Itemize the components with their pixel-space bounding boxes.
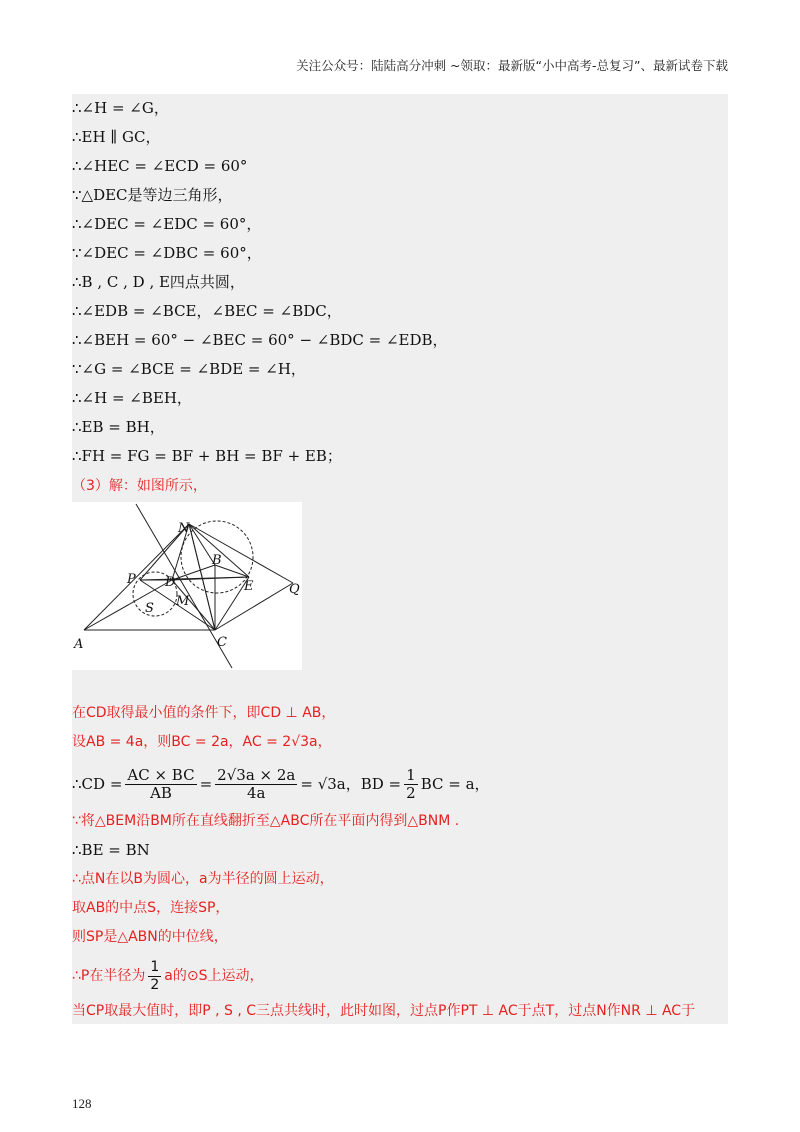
page-header: 关注公众号：陆陆高分冲刺 ~领取：最新版“小中高考-总复习”、最新试卷下载 [296,58,728,73]
label-c: C [217,635,227,650]
solution-content [72,94,728,1024]
p-radius-label: ∴P在半径为 [72,968,146,984]
p-radius-fraction [148,959,161,994]
label-p: P [127,572,136,587]
label-b: B [212,553,222,568]
solution-line-1: 在CD取得最小值的条件下，即CD ⊥ AB， [72,705,336,721]
half-numerator: 1 [406,765,416,784]
label-q: Q [289,582,300,597]
label-d: D [165,575,176,590]
cd-fraction-2-numerator: 2√3a × 2a [217,765,296,784]
proof-line-5: ∴∠DEC = ∠EDC = 60°， [72,215,262,233]
cd-fraction-1-denominator: AB [150,783,172,802]
solution-line-2: 设AB = 4a，则BC = 2a，AC = 2√3a， [72,734,332,750]
proof-line-3: ∴∠HEC = ∠ECD = 60° [72,157,248,175]
solution-line-8: 则SP是△ABN的中位线， [72,929,228,945]
cd-fraction-2-denominator: 4a [247,783,266,802]
proof-line-1: ∴∠H = ∠G， [72,99,169,117]
label-m: M [176,594,190,609]
p-radius-numerator: 1 [150,958,160,975]
solution-line-4: ∵将△BEM沿BM所在直线翻折至△ABC所在平面内得到△BNM . [72,813,460,829]
proof-line-11: ∴∠H = ∠BEH， [72,389,192,407]
proof-line-7: ∴B , C , D , E四点共圆， [72,273,245,291]
solution-line-7: 取AB的中点S，连接SP， [72,900,230,916]
cd-fraction-2 [215,767,297,802]
label-n: N [178,521,190,536]
p-radius-tail: a的⊙S上运动， [164,968,264,984]
geometry-figure [72,502,302,670]
cd-fraction-1 [125,767,196,802]
cd-result: = √3a，BD = [300,775,402,793]
label-s: S [145,601,154,616]
solution-line-10: 当CP取最大值时，即P , S , C三点共线时，此时如图，过点P作PT ⊥ AC于点T，过点N作NR ⊥ AC于 [72,1003,696,1019]
proof-line-4: ∵△DEC是等边三角形， [72,186,233,204]
proof-line-9: ∴∠BEH = 60° − ∠BEC = 60° − ∠BDC = ∠EDB， [72,331,448,349]
proof-line-12: ∴EB = BH， [72,418,165,436]
proof-line-6: ∵∠DEC = ∠DBC = 60°， [72,244,262,262]
cd-fraction-1-numerator: AC × BC [127,765,195,784]
proof-line-8: ∴∠EDB = ∠BCE，∠BEC = ∠BDC， [72,302,342,320]
solution-line-6: ∴点N在以B为圆心，a为半径的圆上运动， [72,871,334,887]
part-3-heading: （3）解：如图所示， [72,478,207,494]
solution-line-5: ∴BE = BN [72,841,150,859]
bd-result: BC = a， [420,775,490,793]
proof-line-10: ∵∠G = ∠BCE = ∠BDE = ∠H， [72,360,306,378]
proof-line-13: ∴FH = FG = BF + BH = BF + EB； [72,447,342,465]
cd-label: ∴CD = [72,775,123,793]
p-radius-denominator: 2 [150,976,160,993]
proof-line-2: ∴EH ∥ GC， [72,128,161,146]
geometry-diagram [72,502,302,670]
solution-line-9 [72,956,263,996]
solution-line-3: ∴CD = $\frac{AC \times BC}{AB}$ = $\frac{2√3a \times 2a}{4a}$ = √3a，BD = $\frac{1}{2}$ BC = a， [72,765,490,802]
half-denominator: 2 [406,783,416,802]
label-e: E [244,579,254,594]
label-a: A [74,637,84,652]
page-number: 128 [72,1096,92,1111]
half-fraction [404,767,418,802]
